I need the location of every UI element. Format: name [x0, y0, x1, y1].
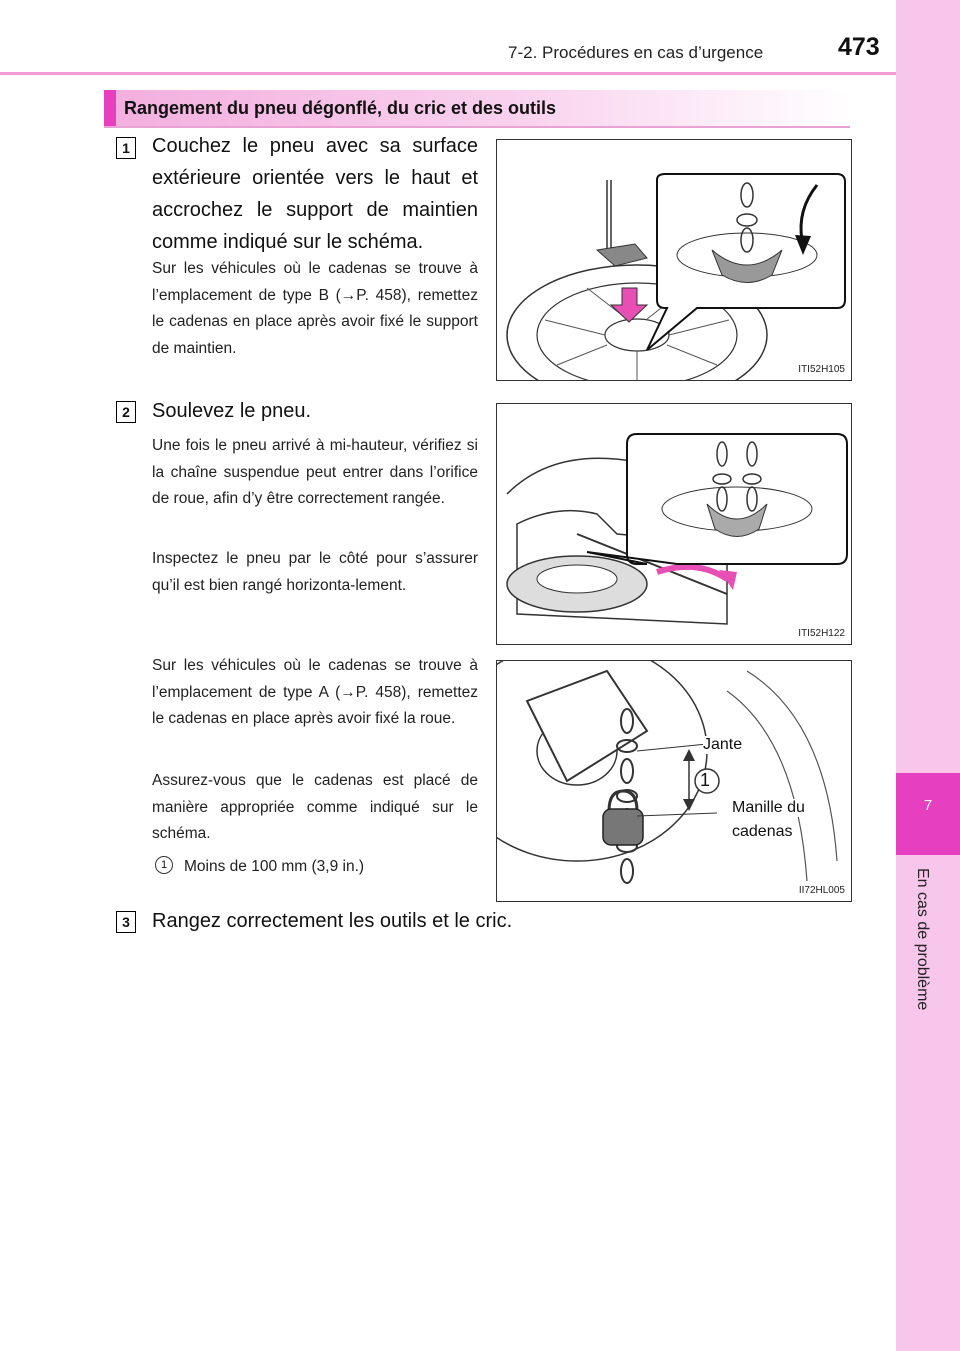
page-number: 473: [838, 33, 880, 61]
step-1-text: Couchez le pneu avec sa surface extérieure orientée vers le haut et accrochez le support de maintien comme indiqué sur le schéma.: [152, 135, 478, 253]
figure-code-2: ITI52H122: [798, 628, 845, 639]
step-2-note-2: Inspectez le pneu par le côté pour s’assurer qu’il est bien rangé horizonta-lement.: [152, 550, 478, 594]
tire-holder-illustration: [497, 140, 851, 380]
side-tab-background-top: [896, 0, 960, 773]
padlock-illustration: [497, 661, 851, 901]
label-jante: Jante: [703, 736, 743, 753]
figure-tire-holder: [496, 139, 852, 381]
step-1-note: Sur les véhicules où le cadenas se trouve à l’emplacement de type B (→P. 458), remettez le cadenas en place après avoir fixé le support de maintien.: [152, 260, 478, 357]
step-2-badge: 2: [116, 401, 136, 423]
chapter-number: 7: [923, 797, 933, 814]
legend-callout-1: 1: [155, 856, 173, 874]
figure-tire-lift: [496, 403, 852, 645]
figure-code-1: ITI52H105: [798, 364, 845, 375]
label-manille-line2: cadenas: [732, 823, 793, 840]
step-2-note-1: Une fois le pneu arrivé à mi-hauteur, vérifiez si la chaîne suspendue peut entrer dans l’orifice de roue, afin d’y être correctement rangée.: [152, 437, 478, 507]
step-2-text: Soulevez le pneu.: [152, 400, 312, 422]
step-3-badge: 3: [116, 911, 136, 933]
figure-callout-1: 1: [700, 770, 711, 790]
legend-text: Moins de 100 mm (3,9 in.): [184, 858, 365, 875]
side-tab-chapter-marker: [896, 773, 960, 855]
section-heading-underline: [104, 126, 850, 128]
step-2-note-4: Assurez-vous que le cadenas est placé de manière appropriée comme indiqué sur le schéma.: [152, 772, 478, 842]
header-section-title: 7-2. Procédures en cas d’urgence: [508, 43, 764, 62]
step-3-text: Rangez correctement les outils et le cric.: [152, 910, 513, 932]
figure-padlock: [496, 660, 852, 902]
header-divider: [0, 72, 896, 75]
chapter-label: En cas de problème: [914, 868, 931, 1011]
step-2-note-3: Sur les véhicules où le cadenas se trouve à l’emplacement de type A (→P. 458), remettez le cadenas en place après avoir fixé la roue.: [152, 657, 478, 727]
tire-lift-illustration: [497, 404, 851, 644]
step-1-badge: 1: [116, 137, 136, 159]
section-title: Rangement du pneu dégonflé, du cric et des outils: [124, 98, 557, 118]
label-manille-line1: Manille du: [732, 799, 805, 816]
figure-code-3: II72HL005: [798, 885, 845, 896]
